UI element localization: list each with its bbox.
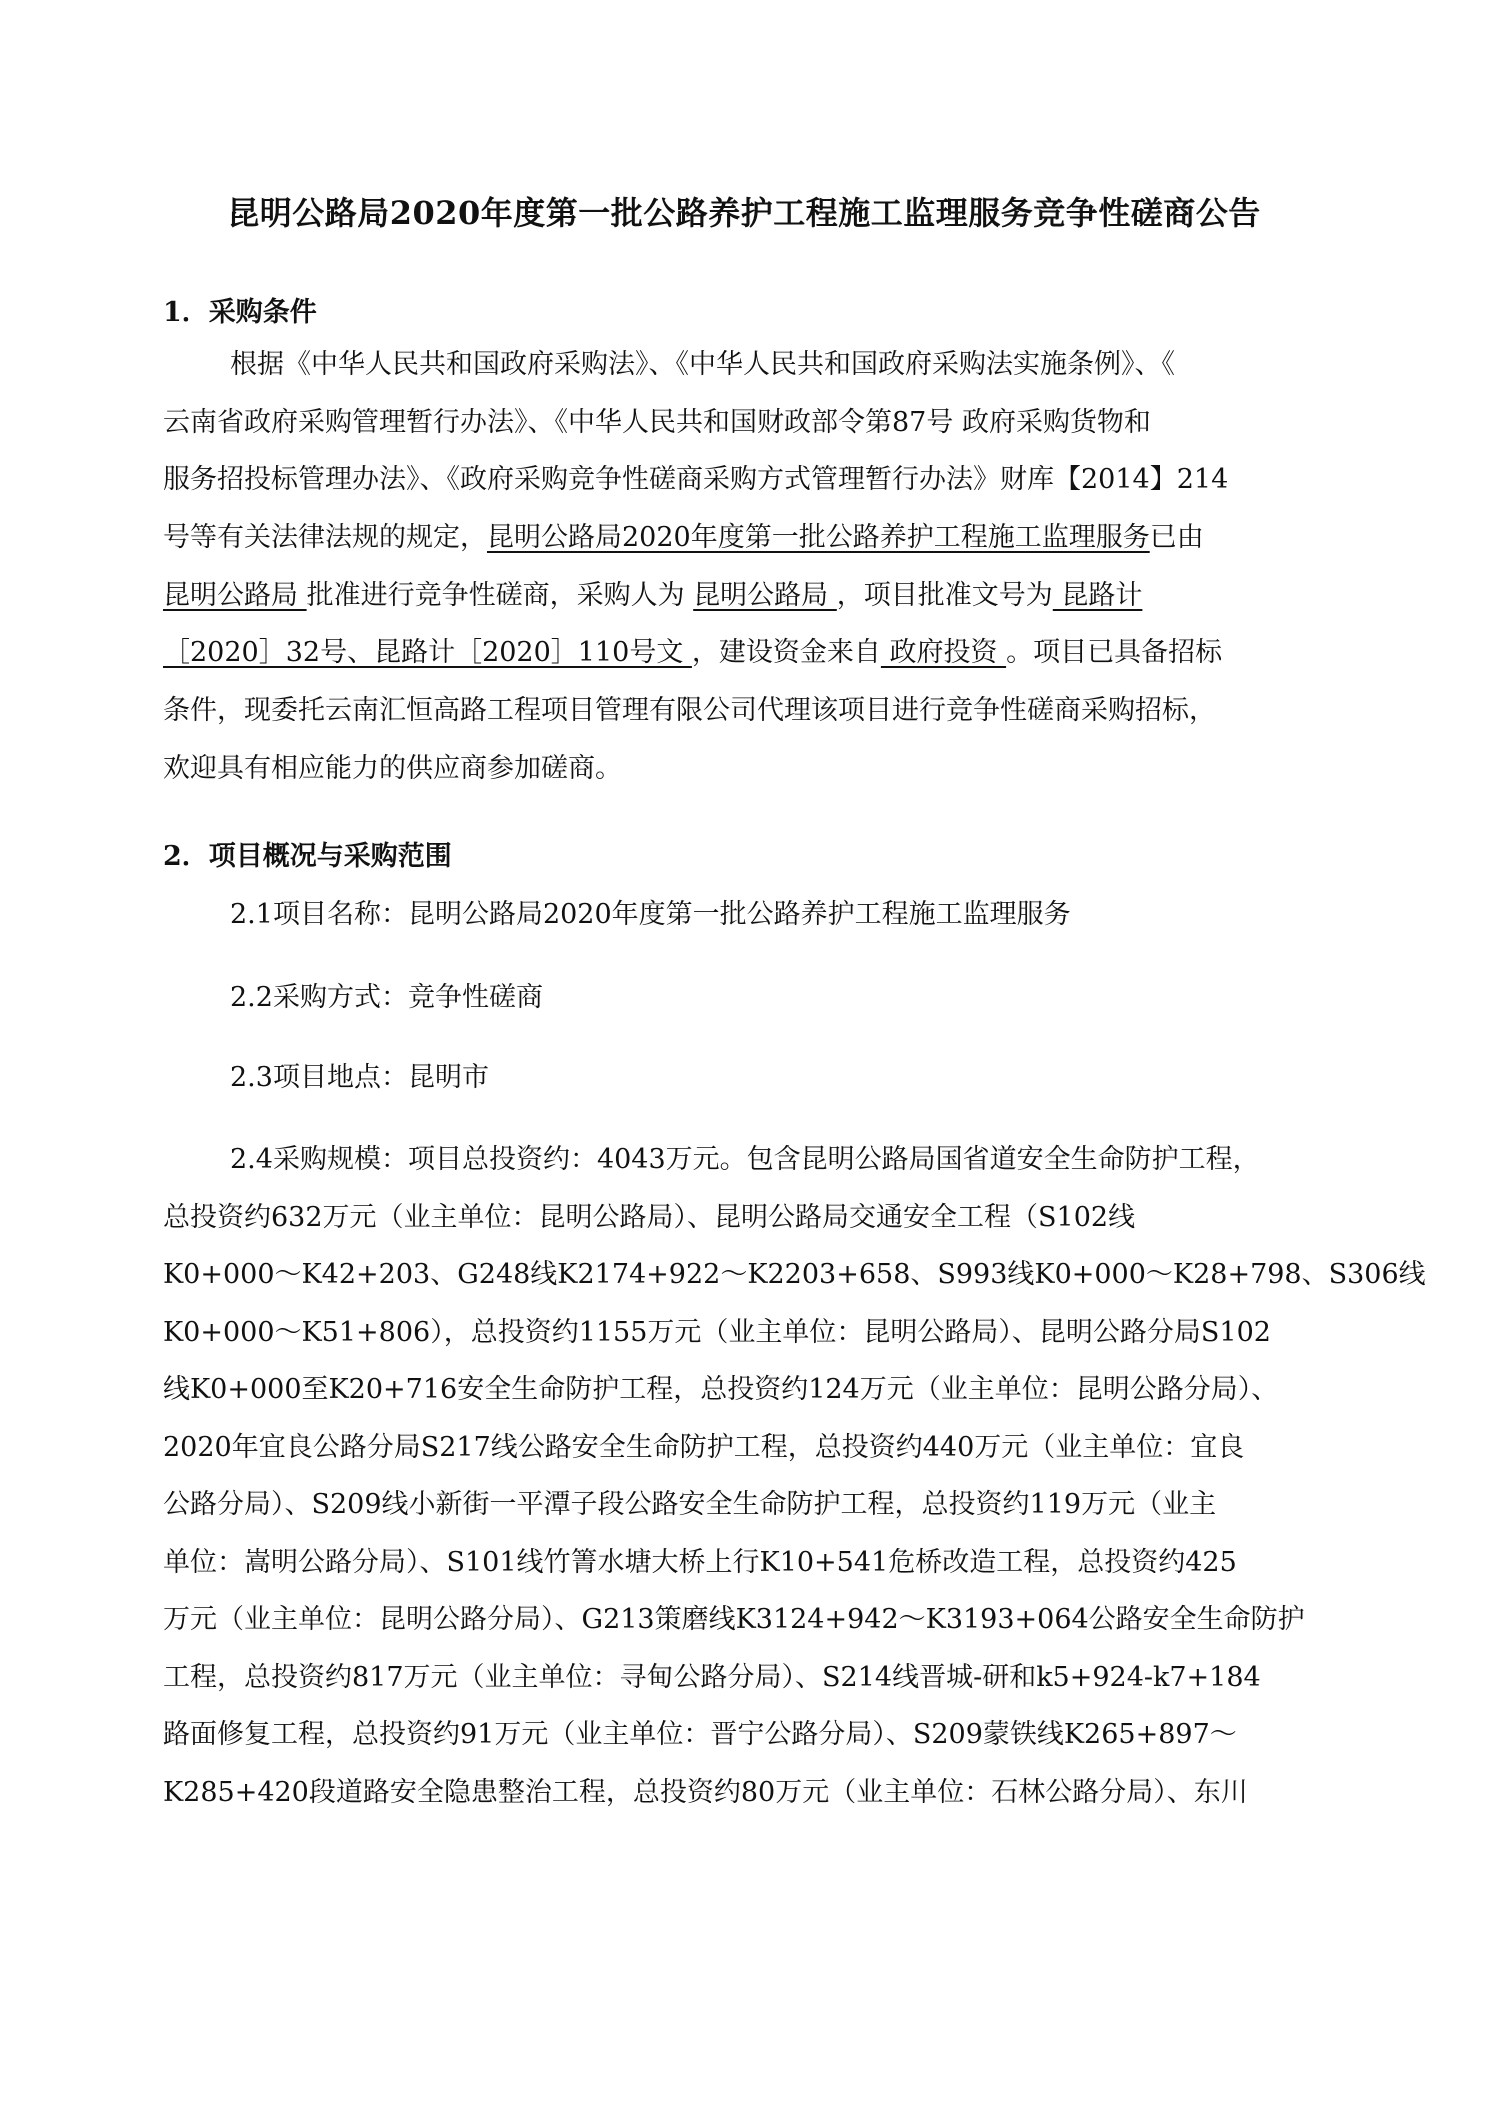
section-1-heading: 1．采购条件 xyxy=(163,297,317,328)
item-project-name: 2.1项目名称：昆明公路局2020年度第一批公路养护工程施工监理服务 xyxy=(230,899,1071,930)
scale-line: K285+420段道路安全隐患整治工程，总投资约80万元（业主单位：石林公路分局）、东川 xyxy=(163,1776,1248,1808)
section-1-line xyxy=(163,400,1151,439)
underlined-field: 昆明公路局 xyxy=(693,580,837,611)
line-text: 批准进行竞争性磋商，采购人为 xyxy=(306,580,694,611)
line-text: 已由 xyxy=(1149,522,1204,553)
document-title: 昆明公路局2020年度第一批公路养护工程施工监理服务竞争性磋商公告 xyxy=(227,194,1261,232)
section-1-line xyxy=(163,746,622,785)
line-text: 。项目已具备招标 xyxy=(1006,637,1223,668)
underlined-field: 昆明公路局 xyxy=(163,580,307,611)
underlined-field: 昆路计 xyxy=(1052,580,1143,611)
line-text: 云南省政府采购管理暂行办法》、《中华人民共和国财政部令第87号 政府采购货物和 xyxy=(163,407,1151,438)
scale-line: 路面修复工程，总投资约91万元（业主单位：晋宁公路分局）、S209蒙铁线K265+897～ xyxy=(163,1719,1237,1750)
scale-line: 2020年宜良公路分局S217线公路安全生命防护工程，总投资约440万元（业主单位：宜良 xyxy=(163,1431,1245,1463)
line-text: ，项目批准文号为 xyxy=(836,580,1053,611)
scale-line: 单位：嵩明公路分局）、S101线竹箐水塘大桥上行K10+541危桥改造工程，总投资约425 xyxy=(163,1546,1237,1578)
scale-line: 总投资约632万元（业主单位：昆明公路局）、昆明公路局交通安全工程（S102线 xyxy=(163,1201,1136,1233)
line-text: 号等有关法律法规的规定， xyxy=(163,522,487,553)
section-1-line xyxy=(163,630,1222,669)
section-1-line xyxy=(230,342,1175,381)
line-text: 欢迎具有相应能力的供应商参加磋商。 xyxy=(163,753,622,784)
section-1-line xyxy=(163,688,1216,727)
scale-line: 工程，总投资约817万元（业主单位：寻甸公路分局）、S214线晋城-研和k5+924-k7+184 xyxy=(163,1661,1261,1693)
line-text: 根据《中华人民共和国政府采购法》、《中华人民共和国政府采购法实施条例》、《 xyxy=(230,349,1175,380)
line-text: 条件，现委托云南汇恒高路工程项目管理有限公司代理该项目进行竞争性磋商采购招标， xyxy=(163,695,1216,726)
scale-line: 公路分局）、S209线小新街一平潭子段公路安全生命防护工程，总投资约119万元（业主 xyxy=(163,1489,1217,1520)
line-text: 服务招投标管理办法》、《政府采购竞争性磋商采购方式管理暂行办法》财库【2014】214 xyxy=(163,464,1229,495)
underlined-field: ［2020］32号、昆路计［2020］110号文 xyxy=(163,637,692,668)
section-2-heading: 2．项目概况与采购范围 xyxy=(163,841,452,872)
underlined-field: 昆明公路局2020年度第一批公路养护工程施工监理服务 xyxy=(487,522,1150,553)
scale-line: K0+000～K42+203、G248线K2174+922～K2203+658、S993线K0+000～K28+798、S306线 xyxy=(163,1259,1426,1290)
scale-line: 万元（业主单位：昆明公路分局）、G213策磨线K3124+942～K3193+064公路安全生命防护 xyxy=(163,1604,1305,1635)
line-text: ，建设资金来自 xyxy=(691,637,881,668)
section-1-line xyxy=(163,573,1142,612)
section-1-line xyxy=(163,515,1204,554)
underlined-field: 政府投资 xyxy=(880,637,1007,668)
item-procurement-method: 2.2采购方式：竞争性磋商 xyxy=(230,982,543,1013)
scale-line: K0+000～K51+806），总投资约1155万元（业主单位：昆明公路局）、昆明公路分局S102 xyxy=(163,1316,1271,1348)
scale-line: 2.4采购规模：项目总投资约：4043万元。包含昆明公路局国省道安全生命防护工程， xyxy=(230,1144,1260,1175)
section-1-line xyxy=(163,457,1228,496)
scale-line: 线K0+000至K20+716安全生命防护工程，总投资约124万元（业主单位：昆明公路分局）、 xyxy=(163,1374,1279,1405)
item-project-location: 2.3项目地点：昆明市 xyxy=(230,1062,489,1093)
